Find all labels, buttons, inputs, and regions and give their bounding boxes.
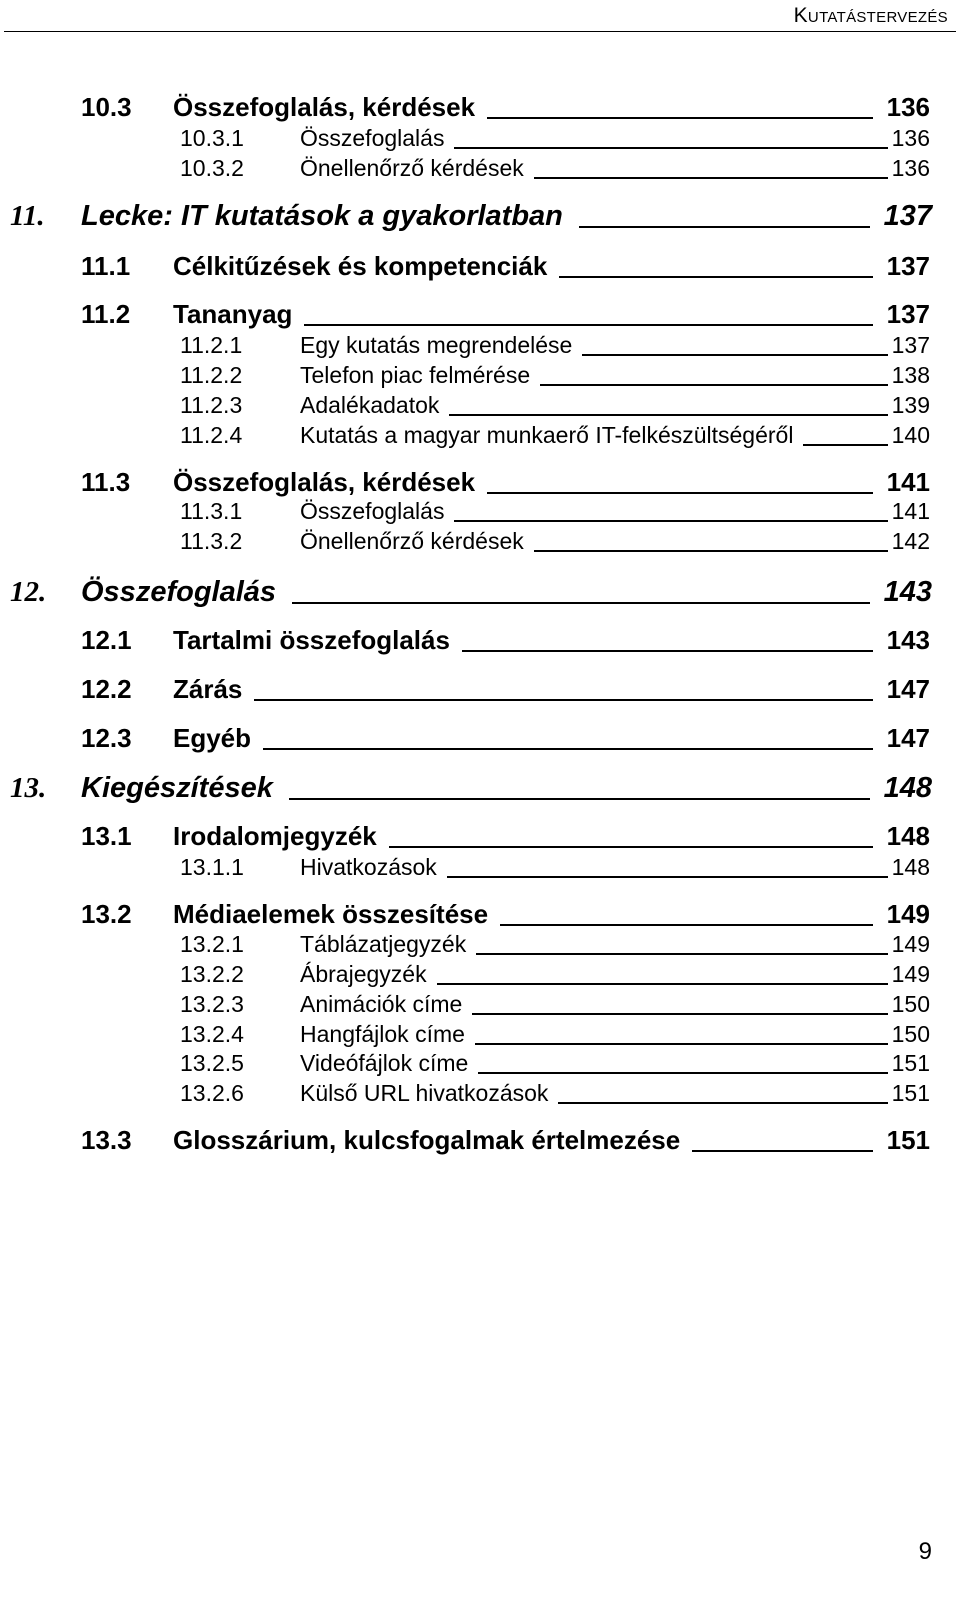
toc-entry-title: Összefoglalás [81, 576, 277, 608]
toc-entry[interactable] [0, 1125, 960, 1156]
toc-entry-page: 143 [886, 625, 930, 655]
toc-entry-title: Külső URL hivatkozások [300, 1080, 549, 1106]
toc-entry-number: 11.3 [81, 467, 131, 497]
toc-entry-title: Egyéb [173, 723, 252, 753]
toc-leader-line [540, 384, 888, 386]
toc-entry-number: 12. [10, 576, 47, 608]
toc-leader-line [304, 324, 872, 326]
toc-entry[interactable] [0, 392, 960, 419]
toc-leader-line [254, 699, 872, 701]
toc-entry-page: 137 [886, 251, 930, 281]
toc-entry-page: 136 [886, 92, 930, 122]
toc-entry[interactable] [0, 92, 960, 123]
toc-entry-page: 137 [883, 200, 932, 232]
running-header-title: Kutatástervezés [793, 4, 948, 27]
toc-entry-title: Telefon piac felmérése [300, 362, 531, 388]
toc-entry-page: 150 [891, 991, 930, 1017]
toc-entry-page: 136 [891, 155, 930, 181]
toc-entry[interactable] [0, 961, 960, 988]
toc-entry-number: 11.2 [81, 299, 131, 329]
toc-entry[interactable] [0, 576, 960, 609]
toc-entry-number: 13.2.1 [180, 931, 244, 957]
toc-entry[interactable] [0, 899, 960, 930]
toc-entry-number: 11.2.4 [180, 422, 243, 448]
toc-entry[interactable] [0, 772, 960, 805]
toc-leader-line [534, 550, 888, 552]
toc-leader-line [454, 520, 887, 522]
toc-entry-title: Önellenőrző kérdések [300, 528, 524, 554]
toc-entry[interactable] [0, 528, 960, 555]
toc-entry[interactable] [0, 332, 960, 359]
toc-entry-number: 11.2.2 [180, 362, 243, 388]
toc-entry-page: 137 [886, 299, 930, 329]
toc-leader-line [579, 226, 870, 228]
toc-entry-page: 142 [891, 528, 930, 554]
toc-entry-page: 151 [891, 1080, 930, 1106]
toc-entry-page: 139 [891, 392, 930, 418]
toc-entry-number: 13.1.1 [180, 854, 244, 880]
toc-leader-line [449, 414, 887, 416]
toc-entry[interactable] [0, 931, 960, 958]
toc-entry[interactable] [0, 467, 960, 498]
toc-entry-title: Kiegészítések [81, 772, 273, 804]
toc-entry[interactable] [0, 362, 960, 389]
toc-entry[interactable] [0, 1021, 960, 1048]
toc-entry-title: Videófájlok címe [300, 1050, 469, 1076]
toc-entry-number: 13.2.3 [180, 991, 244, 1017]
toc-leader-line [289, 798, 870, 800]
toc-leader-line [803, 444, 887, 446]
toc-leader-line [447, 876, 888, 878]
toc-entry[interactable] [0, 854, 960, 881]
toc-entry[interactable] [0, 1050, 960, 1077]
toc-entry-number: 13.2.2 [180, 961, 244, 987]
toc-leader-line [534, 177, 888, 179]
toc-entry-number: 11.2.1 [180, 332, 243, 358]
toc-entry-title: Összefoglalás, kérdések [173, 467, 476, 497]
toc-entry[interactable] [0, 155, 960, 182]
toc-entry-title: Kutatás a magyar munkaerő IT-felkészültségéről [300, 422, 794, 448]
toc-entry-number: 13.2.5 [180, 1050, 244, 1076]
toc-entry[interactable] [0, 821, 960, 852]
toc-entry-page: 151 [886, 1125, 930, 1155]
toc-entry[interactable] [0, 1080, 960, 1107]
toc-leader-line [462, 650, 873, 652]
toc-entry-page: 147 [886, 674, 930, 704]
toc-entry-number: 11.3.2 [180, 528, 243, 554]
toc-entry-page: 148 [883, 772, 932, 804]
toc-entry-page: 141 [886, 467, 930, 497]
toc-leader-line [558, 1102, 887, 1104]
toc-entry[interactable] [0, 674, 960, 705]
toc-entry-page: 137 [891, 332, 930, 358]
toc-entry-title: Lecke: IT kutatások a gyakorlatban [81, 200, 563, 232]
toc-entry-number: 12.3 [81, 723, 132, 753]
toc-entry-title: Zárás [173, 674, 243, 704]
toc-entry-page: 141 [891, 498, 930, 524]
toc-entry-number: 13.3 [81, 1125, 132, 1155]
toc-entry-number: 13.2.4 [180, 1021, 244, 1047]
toc-leader-line [692, 1150, 872, 1152]
toc-entry-title: Médiaelemek összesítése [173, 899, 489, 929]
toc-entry-page: 147 [886, 723, 930, 753]
toc-entry-number: 12.2 [81, 674, 132, 704]
toc-entry-number: 11.3.1 [180, 498, 243, 524]
toc-entry-title: Egy kutatás megrendelése [300, 332, 573, 358]
toc-entry-page: 140 [891, 422, 930, 448]
toc-entry[interactable] [0, 251, 960, 282]
toc-entry-title: Adalékadatok [300, 392, 440, 418]
toc-leader-line [500, 924, 873, 926]
toc-leader-line [389, 846, 873, 848]
toc-leader-line [475, 1043, 888, 1045]
toc-entry-title: Tartalmi összefoglalás [173, 625, 450, 655]
toc-leader-line [487, 492, 873, 494]
toc-entry-page: 149 [891, 931, 930, 957]
toc-entry-title: Célkitűzések és kompetenciák [173, 251, 548, 281]
toc-entry-number: 10.3.1 [180, 125, 244, 151]
toc-entry[interactable] [0, 498, 960, 525]
toc-entry[interactable] [0, 422, 960, 449]
toc-leader-line [559, 276, 872, 278]
toc-leader-line [454, 147, 887, 149]
toc-entry[interactable] [0, 125, 960, 152]
toc-entry-number: 10.3 [81, 92, 132, 122]
toc-entry-number: 11.2.3 [180, 392, 243, 418]
toc-entry-title: Összefoglalás [300, 125, 445, 151]
toc-entry-page: 148 [886, 821, 930, 851]
toc-entry-number: 13.1 [81, 821, 132, 851]
toc-entry-title: Hivatkozások [300, 854, 437, 880]
toc-entry-title: Glosszárium, kulcsfogalmak értelmezése [173, 1125, 681, 1155]
toc-entry-number: 11.1 [81, 251, 131, 281]
toc-entry-page: 148 [891, 854, 930, 880]
toc-entry-page: 149 [886, 899, 930, 929]
toc-leader-line [292, 602, 870, 604]
toc-leader-line [487, 117, 873, 119]
toc-entry[interactable] [0, 200, 960, 233]
toc-entry-page: 151 [891, 1050, 930, 1076]
toc-leader-line [478, 1072, 887, 1074]
toc-entry-title: Hangfájlok címe [300, 1021, 465, 1047]
toc-leader-line [476, 953, 887, 955]
toc-entry-page: 138 [891, 362, 930, 388]
toc-entry-number: 13.2 [81, 899, 132, 929]
toc-entry-number: 11. [10, 200, 45, 232]
toc-entry[interactable] [0, 991, 960, 1018]
toc-leader-line [472, 1013, 887, 1015]
toc-entry-title: Irodalomjegyzék [173, 821, 377, 851]
toc-entry-title: Táblázatjegyzék [300, 931, 467, 957]
page-number: 9 [918, 1538, 932, 1565]
toc-leader-line [263, 748, 873, 750]
toc-entry-title: Összefoglalás [300, 498, 445, 524]
toc-entry-title: Összefoglalás, kérdések [173, 92, 476, 122]
toc-leader-line [582, 354, 887, 356]
toc-entry-title: Önellenőrző kérdések [300, 155, 524, 181]
toc-entry[interactable] [0, 625, 960, 656]
toc-entry-page: 136 [891, 125, 930, 151]
toc-leader-line [437, 983, 888, 985]
toc-entry[interactable] [0, 723, 960, 754]
toc-entry-title: Ábrajegyzék [300, 961, 427, 987]
toc-entry-number: 13.2.6 [180, 1080, 244, 1106]
toc-entry-page: 150 [891, 1021, 930, 1047]
toc-entry-page: 149 [891, 961, 930, 987]
toc-entry-title: Animációk címe [300, 991, 463, 1017]
toc-entry-number: 10.3.2 [180, 155, 244, 181]
toc-entry-page: 143 [883, 576, 932, 608]
toc-entry-number: 13. [10, 772, 47, 804]
toc-entry-title: Tananyag [173, 299, 293, 329]
toc-entry[interactable] [0, 299, 960, 330]
toc-entry-number: 12.1 [81, 625, 132, 655]
